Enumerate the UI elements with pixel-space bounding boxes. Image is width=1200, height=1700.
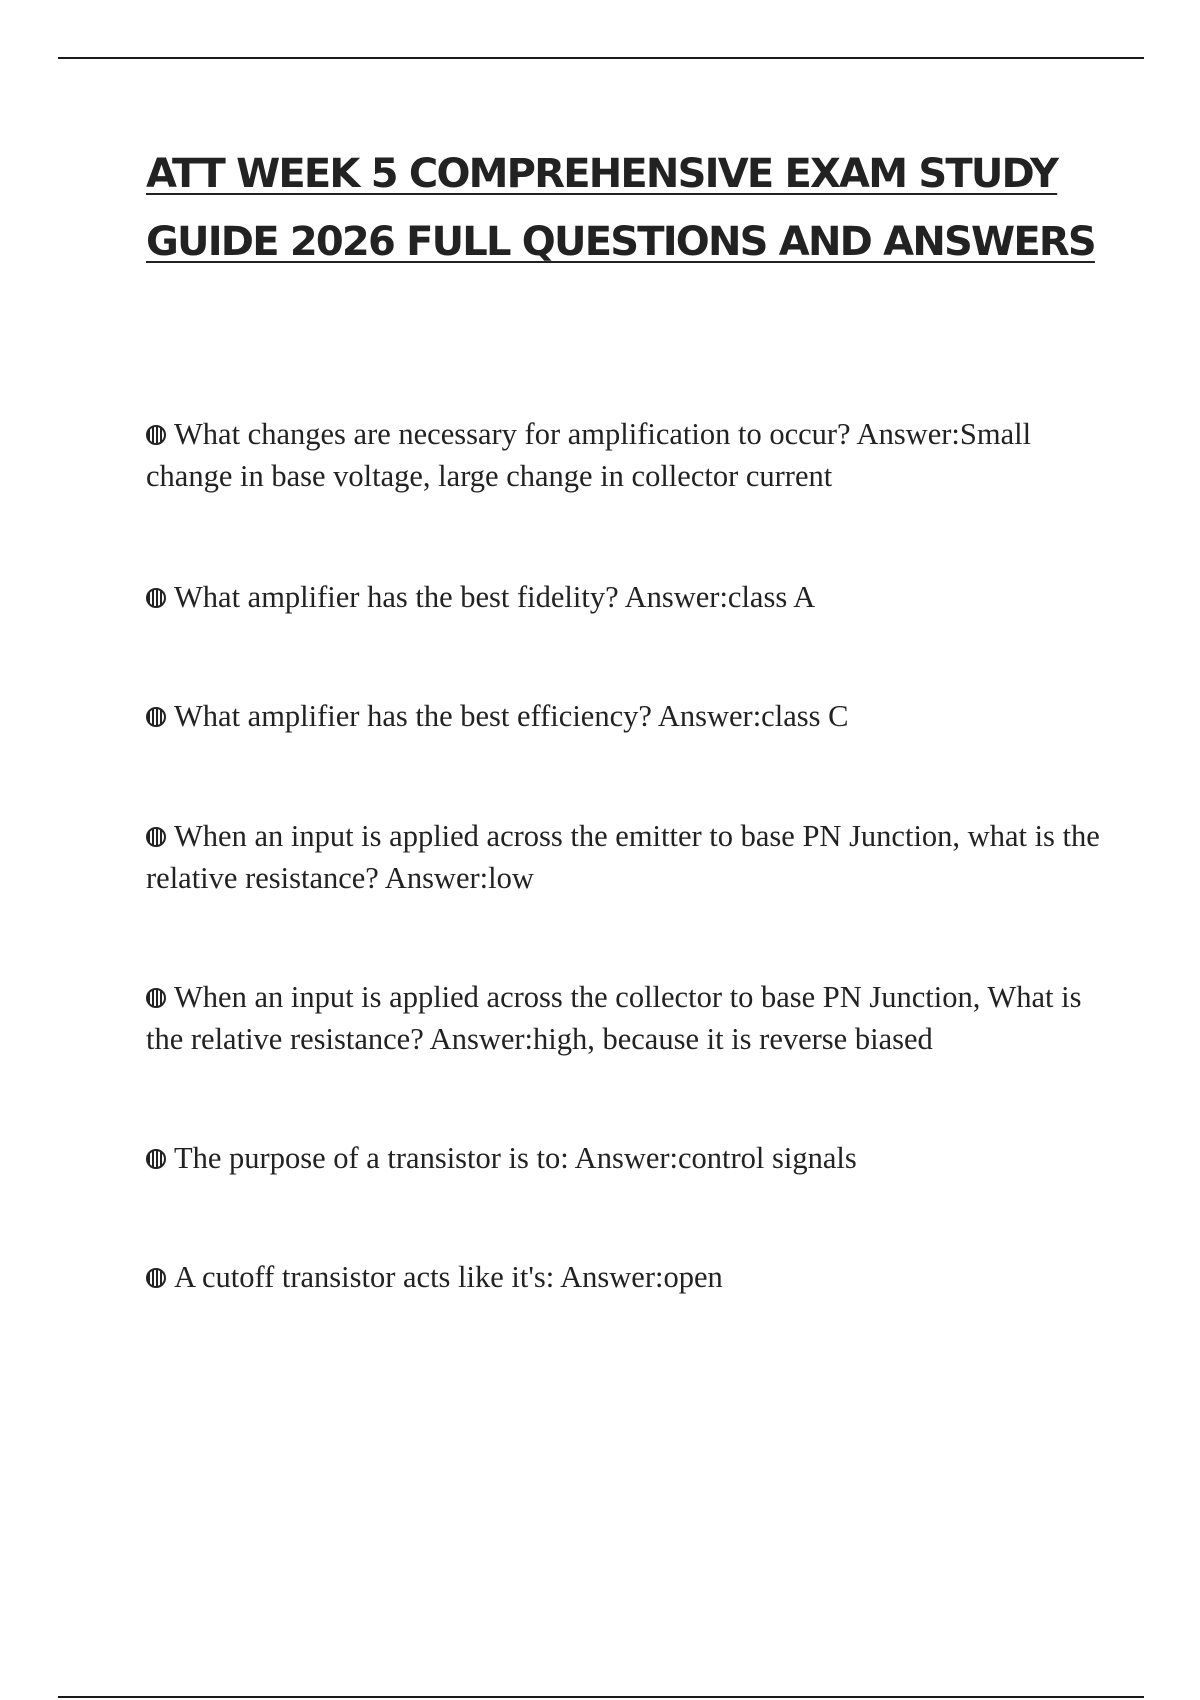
qa-item-text: What amplifier has the best fidelity? Answer:class A [174, 580, 816, 614]
qa-item-text: What amplifier has the best efficiency? Answer:class C [174, 699, 849, 733]
circle-bullet-icon [146, 588, 166, 608]
top-rule [58, 57, 1144, 59]
circle-bullet-icon [146, 827, 166, 847]
circle-bullet-icon [146, 707, 166, 727]
qa-item-2 [146, 576, 1106, 618]
qa-item-7 [146, 1256, 1106, 1298]
title-line-2: GUIDE 2026 FULL QUESTIONS AND ANSWERS [146, 219, 1095, 265]
circle-bullet-icon [146, 425, 166, 445]
qa-item-1 [146, 413, 1106, 497]
circle-bullet-icon [146, 988, 166, 1008]
circle-bullet-icon [146, 1149, 166, 1169]
qa-item-4 [146, 815, 1106, 899]
page-title [146, 140, 1106, 276]
qa-item-text: A cutoff transistor acts like it's: Answer:open [174, 1260, 723, 1294]
qa-item-3 [146, 695, 1106, 737]
title-line-1: ATT WEEK 5 COMPREHENSIVE EXAM STUDY [146, 151, 1058, 197]
circle-bullet-icon [146, 1268, 166, 1288]
qa-item-6 [146, 1137, 1106, 1179]
qa-item-text: What changes are necessary for amplification to occur? Answer:Small change in base voltage, large change in collector current [146, 417, 1032, 493]
bottom-rule [58, 1696, 1144, 1698]
qa-item-5 [146, 976, 1106, 1060]
qa-item-text: The purpose of a transistor is to: Answer:control signals [174, 1141, 857, 1175]
qa-item-text: When an input is applied across the emitter to base PN Junction, what is the relative resistance? Answer:low [146, 819, 1100, 895]
qa-item-text: When an input is applied across the collector to base PN Junction, What is the relative resistance? Answer:high, because it is reverse biased [146, 980, 1082, 1056]
